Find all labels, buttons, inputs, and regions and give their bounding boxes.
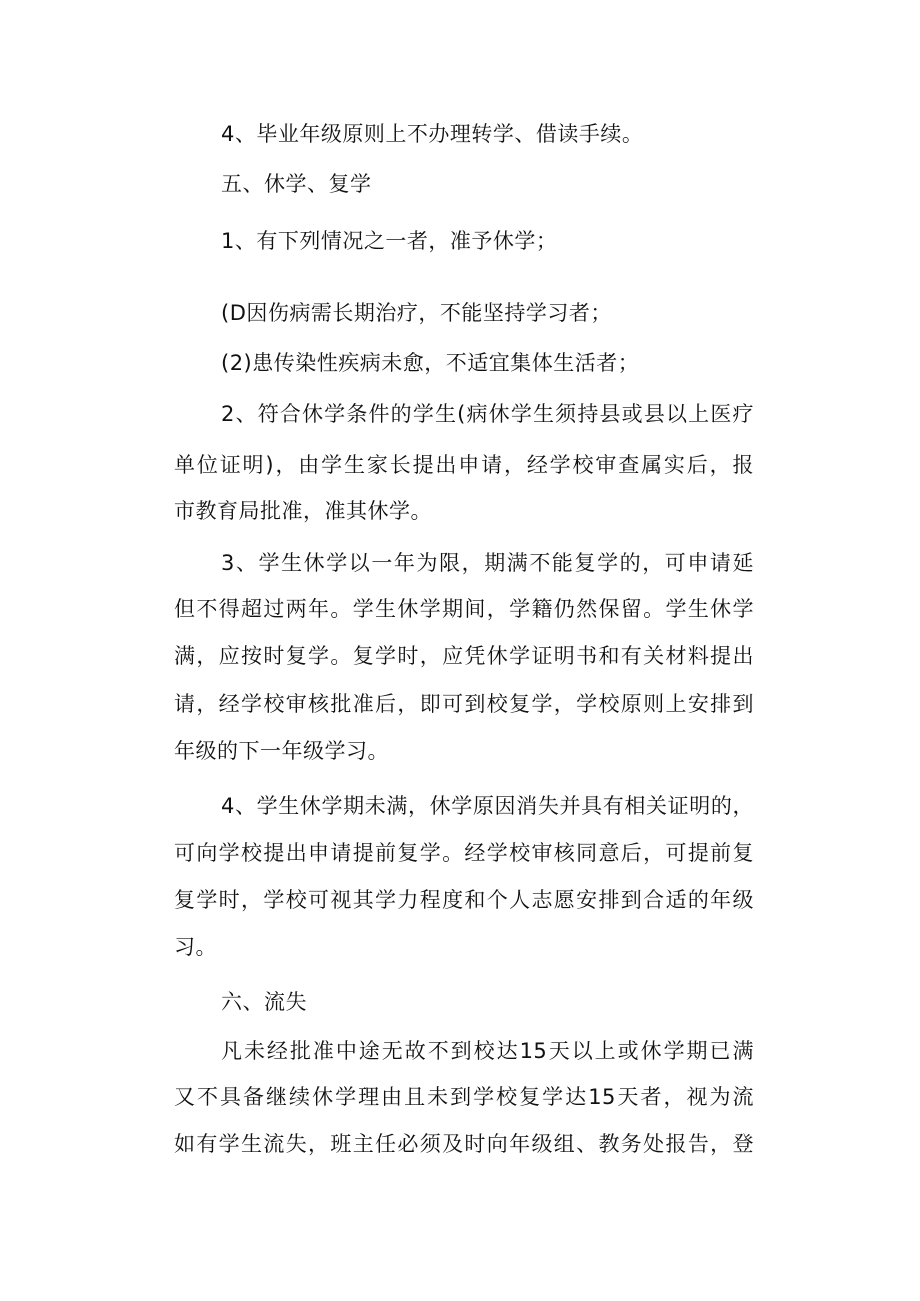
section-heading: 五、休学、复学	[221, 172, 372, 196]
paragraph-line: 凡未经批准中途无故不到校达15天以上或休学期已满	[221, 1039, 754, 1063]
section-heading: 六、流失	[221, 990, 307, 1014]
list-item: (D因伤病需长期治疗，不能坚持学习者；	[221, 301, 612, 325]
paragraph-line: 市教育局批准，准其休学。	[174, 499, 432, 523]
paragraph-line: 习。	[174, 935, 217, 959]
paragraph-line: 请，经学校审核批准后，即可到校复学，学校原则上安排到	[174, 692, 754, 716]
paragraph-line: 3、学生休学以一年为限，期满不能复学的，可申请延	[221, 551, 754, 575]
paragraph-line: 可向学校提出申请提前复学。经学校审核同意后，可提前复	[174, 841, 754, 865]
paragraph-line: 1、有下列情况之一者，准予休学；	[221, 229, 558, 253]
paragraph-line: 单位证明)，由学生家长提出申请，经学校审查属实后，报	[174, 453, 754, 477]
paragraph-line: 满，应按时复学。复学时，应凭休学证明书和有关材料提出	[174, 644, 754, 668]
paragraph-line: 又不具备继续休学理由且未到学校复学达15天者，视为流	[174, 1085, 754, 1109]
paragraph-line: 年级的下一年级学习。	[174, 739, 389, 763]
paragraph-line: 4、学生休学期未满，休学原因消失并具有相关证明的，	[221, 794, 754, 818]
paragraph-line: 2、符合休学条件的学生(病休学生须持县或县以上医疗	[221, 402, 754, 426]
paragraph-line: 但不得超过两年。学生休学期间，学籍仍然保留。学生休学	[174, 597, 754, 621]
paragraph-line: 如有学生流失，班主任必须及时向年级组、教务处报告，登	[174, 1132, 754, 1156]
paragraph-line: 4、毕业年级原则上不办理转学、借读手续。	[221, 122, 644, 146]
list-item: (2)患传染性疾病未愈，不适宜集体生活者；	[221, 351, 640, 375]
paragraph-line: 复学时，学校可视其学力程度和个人志愿安排到合适的年级	[174, 888, 754, 912]
